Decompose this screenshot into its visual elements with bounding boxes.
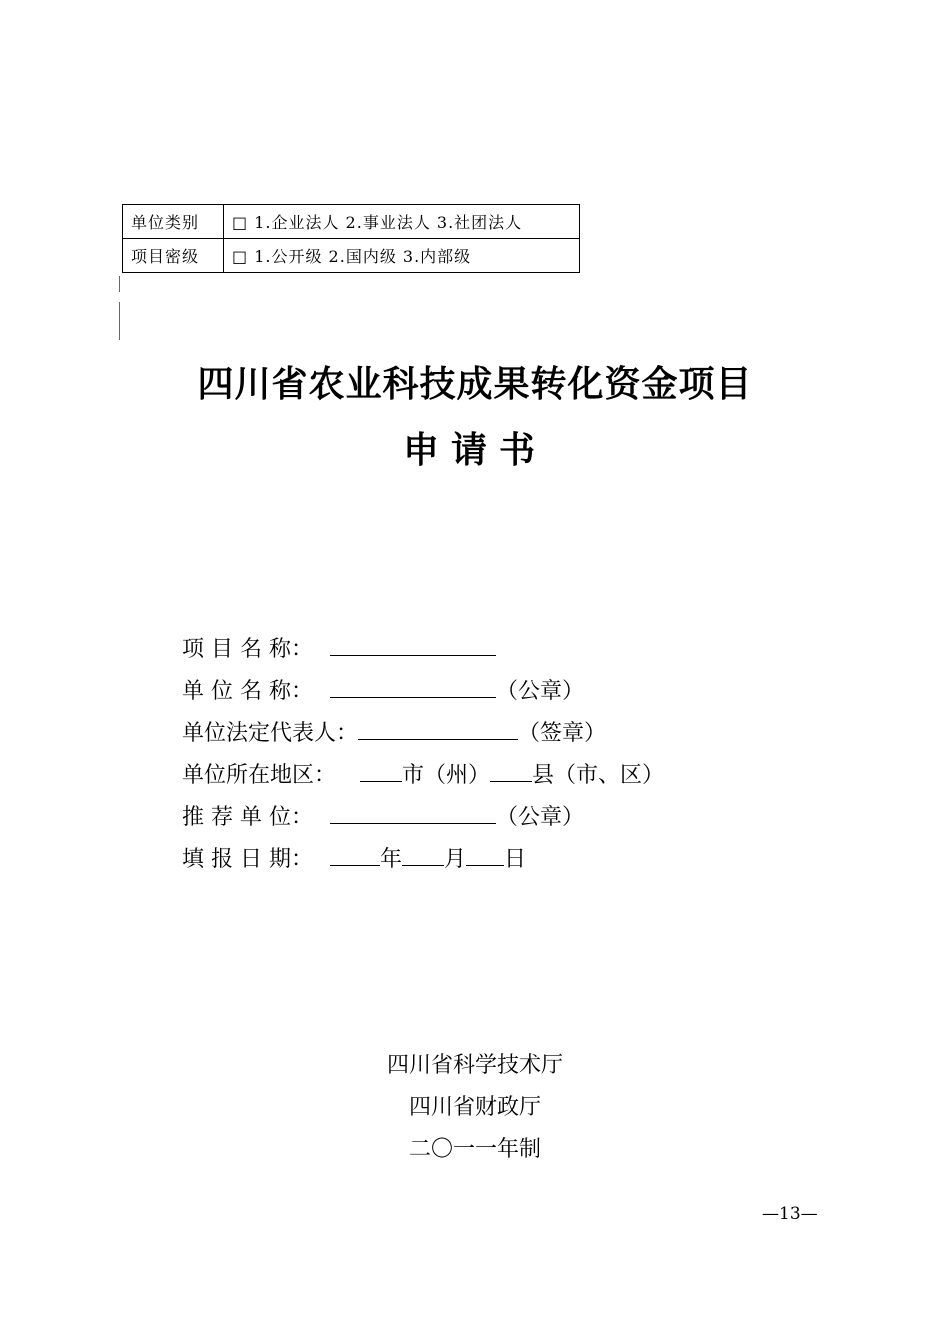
project-name-label: 项 目 名 称：: [182, 637, 313, 662]
legal-rep-line: [358, 717, 518, 740]
page-number: —13—: [762, 1204, 818, 1224]
issuer-science-dept: 四川省科学技术厅: [386, 1053, 563, 1078]
location-label: 单位所在地区：: [182, 763, 337, 788]
secrecy-level-options: □ 1.公开级 2.国内级 3.内部级: [224, 239, 580, 273]
city-line: [360, 759, 402, 782]
margin-mark: [119, 302, 120, 340]
issuer-finance-dept: 四川省财政厅: [408, 1095, 541, 1120]
unit-name-field: [182, 674, 584, 705]
unit-name-seal: （公章）: [496, 679, 585, 704]
margin-mark: [119, 276, 120, 292]
legal-rep-field: [182, 716, 606, 747]
day-line: [466, 843, 504, 866]
unit-category-options: □ 1.企业法人 2.事业法人 3.社团法人: [224, 205, 580, 239]
table-row: [123, 239, 580, 273]
unit-category-label: 单位类别: [123, 205, 224, 239]
table-row: [123, 205, 580, 239]
month-line: [402, 843, 444, 866]
location-field: [182, 758, 664, 789]
recommender-field: [182, 800, 584, 831]
recommender-line: [330, 801, 496, 824]
document-subtitle: 申请书: [402, 430, 547, 471]
year-label: 年: [380, 847, 403, 872]
fill-date-label: 填 报 日 期：: [182, 847, 313, 872]
recommender-label: 推 荐 单 位：: [182, 805, 313, 830]
project-name-field: [182, 632, 496, 663]
county-line: [490, 759, 532, 782]
recommender-seal: （公章）: [496, 805, 585, 830]
county-label: 县（市、区）: [532, 763, 665, 788]
unit-name-label: 单 位 名 称：: [182, 679, 313, 704]
unit-name-line: [330, 675, 496, 698]
legal-rep-seal: （签章）: [518, 721, 607, 746]
project-name-line: [330, 633, 496, 656]
day-label: 日: [504, 847, 527, 872]
fill-date-field: [182, 842, 526, 873]
city-label: 市（州）: [402, 763, 491, 788]
document-title: 四川省农业科技成果转化资金项目: [197, 364, 753, 405]
year-line: [330, 843, 380, 866]
legal-rep-label: 单位法定代表人：: [182, 721, 359, 746]
issue-year: 二〇一一年制: [408, 1137, 541, 1162]
secrecy-level-label: 项目密级: [123, 239, 224, 273]
month-label: 月: [444, 847, 467, 872]
unit-info-table: [122, 204, 580, 273]
